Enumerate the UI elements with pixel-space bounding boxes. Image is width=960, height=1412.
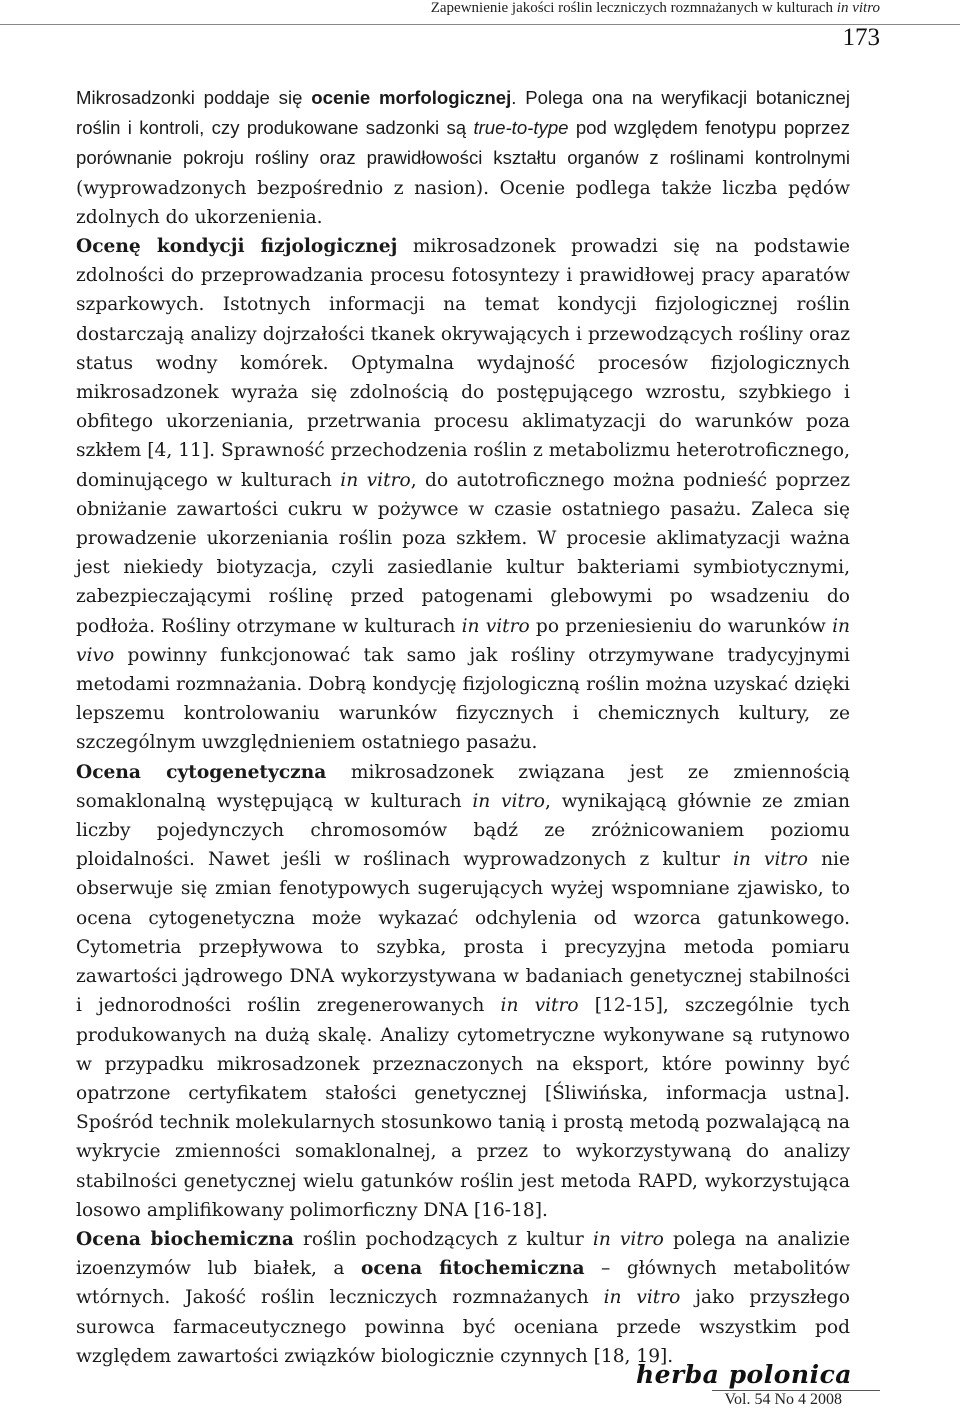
header-rule xyxy=(0,24,960,25)
text-segment: Mikrosadzonki poddaje się xyxy=(76,87,312,108)
text-segment: true-to-type xyxy=(473,117,569,139)
text-segment: . Polega ona na weryfikacji botanicznej roślin i kontroli, czy produkowane sadzonki są xyxy=(76,87,850,139)
text-segment: Ocenę kondycji fizjologicznej xyxy=(76,236,398,258)
text-segment: ocenie morfologicznej xyxy=(311,87,512,108)
text-segment: in vitro xyxy=(732,849,808,871)
text-segment: mikrosadzonek prowadzi się na podstawie zdolności do przeprowadzania procesu fotosyntezy i prawidłowej pracy aparatów szparkowych. Istotnych informacji na temat kondycji fizjologicznej roślin dostarczają analizy dojrzałości tkanek okrywających i przewodzących rośliny oraz status wodny komórek. Optymalna wydajność procesów fizjologicznych mikrosadzonek wyraża się zdolnością do postępującego wzrostu, szybkiego i obfitego ukorzeniania, przetrwania procesu aklimatyzacji do warunków poza szkłem [4, 11]. Sprawność przechodzenia roślin z metabolizmu heterotroficznego, dominującego w kulturach xyxy=(76,236,850,491)
text-segment: ocena fitochemiczna xyxy=(361,1258,585,1280)
running-title: Zapewnienie jakości roślin leczniczych rozmnażanych w kulturach xyxy=(430,0,834,16)
text-segment: in vitro xyxy=(592,1228,664,1250)
journal-logo: herba polonica xyxy=(635,1360,852,1389)
text-segment: pod względem fenotypu poprzez porównanie pokroju rośliny oraz prawidłowości kształtu organów z roślinami kontrolnymi xyxy=(76,117,850,169)
text-segment: in vitro xyxy=(472,790,545,812)
text-segment: Ocena biochemiczna xyxy=(76,1228,294,1250)
volume-info: Vol. 54 No 4 2008 xyxy=(724,1391,842,1408)
text-segment: in vitro xyxy=(500,995,579,1017)
text-segment: [12-15], szczególnie tych produkowanych na dużą skalę. Analizy cytometryczne wykonywane są rutynowo w przypadku mikrosadzonek przeznaczonych na eksport, które powinny być opatrzone certyfikatem stałości genetycznej [Śliwińska, informacja ustna]. Spośród technik molekularnych stosunkowo tanią i prostą metodą pozwalającą na wykrycie zmienności somaklonalnej, a przez to wykorzystywaną do analizy stabilności genetycznej wielu gatunków roślin jest metoda RAPD, wykorzystująca losowo amplifikowany polimorficzny DNA [16-18]. xyxy=(76,995,850,1221)
paragraph-physiological xyxy=(76,232,850,758)
text-segment: (wyprowadzonych bezpośrednio z nasion). Ocenie podlega także liczba pędów zdolnych do ukorzenienia. xyxy=(76,177,850,228)
body-text xyxy=(76,83,850,1371)
text-segment: in vitro xyxy=(340,469,411,491)
text-segment: – głównych metabolitów wtórnych. Jakość roślin leczniczych rozmnażanych xyxy=(76,1258,851,1309)
running-title-italic: in vitro xyxy=(836,0,880,16)
text-segment: mikrosadzonek związana jest ze zmiennością somaklonalną występującą w kulturach xyxy=(76,761,850,812)
text-segment: nie obserwuje się zmian fenotypowych sugerujących wyżej wspomniane zjawisko, to ocena cytogenetyczna może wykazać odchylenia od wzorca gatunkowego. Cytometria przepływowa to szybka, prosta i precyzyjna metoda pomiaru zawartości jądrowego DNA wykorzystywana w badaniach genetycznej stabilności i jednorodności roślin zregenerowanych xyxy=(76,849,851,1017)
text-segment: jako przyszłego surowca farmaceutycznego powinna być oceniana przede wszystkim pod względem zawartości związków biologicznie czynnych [18, 19]. xyxy=(76,1287,850,1367)
text-segment: po przeniesieniu do warunków xyxy=(529,615,833,637)
text-segment: polega na analizie izoenzymów lub białek, a xyxy=(76,1228,851,1280)
text-segment: in vivo xyxy=(76,615,850,666)
text-segment: Ocena cytogenetyczna xyxy=(76,761,327,783)
text-segment: in vitro xyxy=(603,1287,681,1309)
text-segment: , do autotroficznego można podnieść poprzez obniżanie zawartości cukru w pożywce w czasie ostatniego pasażu. Zaleca się prowadzenie ukorzeniania roślin poza szkłem. W procesie aklimatyzacji ważna jest niekiedy biotyzacja, czyli zasiedlanie kultur bakteriami symbiotycznymi, zabezpieczającymi roślinę przed patogenami glebowymi po wsadzeniu do podłoża. Rośliny otrzymane w kulturach xyxy=(76,469,851,637)
text-segment: in vitro xyxy=(461,615,530,637)
paragraph-cytogenetic xyxy=(76,758,850,1225)
page-number: 173 xyxy=(842,24,880,51)
text-segment: roślin pochodzących z kultur xyxy=(293,1228,593,1250)
text-segment: , wynikającą głównie ze zmian liczby pojedynczych chromosomów bądź ze zróżnicowaniem poziomu ploidalności. Nawet jeśli w roślinach wyprowadzonych z kultur xyxy=(76,790,850,871)
running-header xyxy=(431,0,880,17)
paragraph-morphological xyxy=(76,83,850,232)
paragraph-biochemical xyxy=(76,1225,850,1371)
text-segment: powinny funkcjonować tak samo jak rośliny otrzymywane tradycyjnymi metodami rozmnażania. Dobrą kondycję fizjologiczną roślin można uzyskać dzięki lepszemu kontrolowaniu warunków fizycznych i chemicznych kultury, ze szczególnym uwzględnieniem ostatniego pasażu. xyxy=(76,644,850,754)
